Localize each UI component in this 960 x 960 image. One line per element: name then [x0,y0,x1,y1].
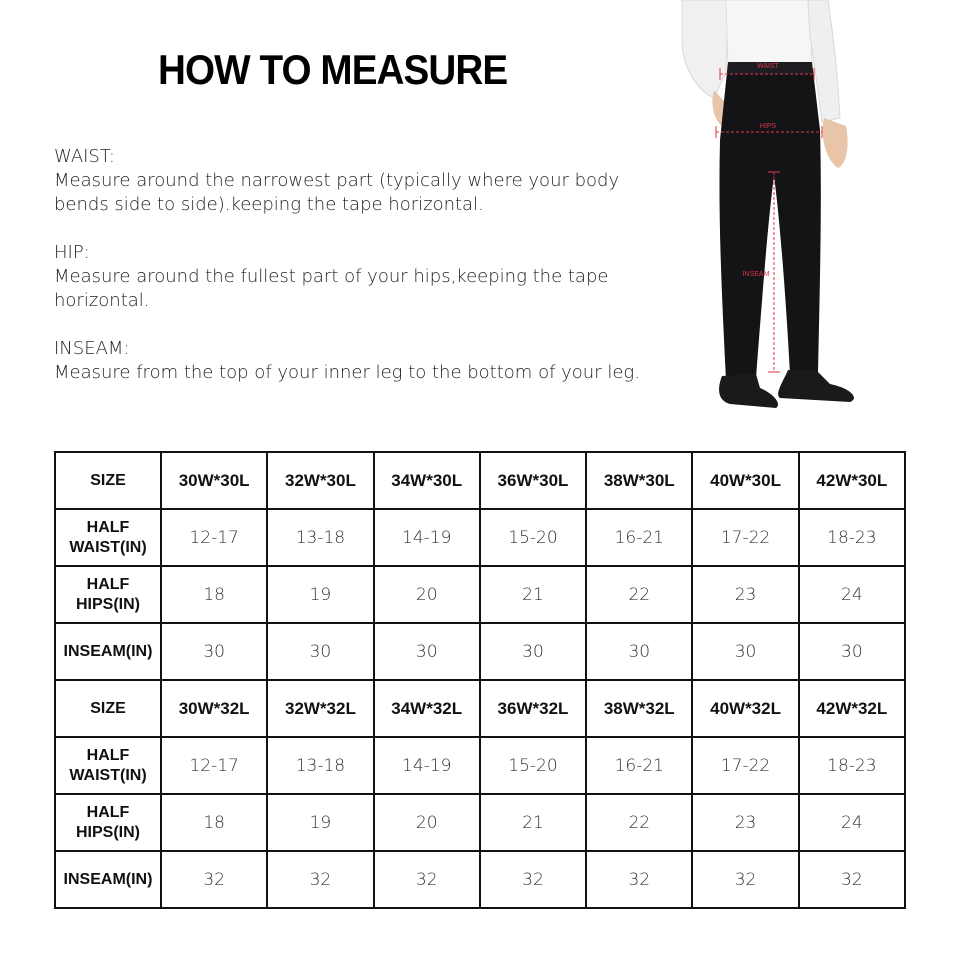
inseam-text-line-1: Measure from the top of your inner leg to the bottom of your leg. [54,362,640,383]
table-cell: 13-18 [267,509,373,566]
hips-figure-label: HIPS [759,123,777,130]
table-cell: 15-20 [480,737,586,794]
hip-text-line-2: horizontal. [54,290,150,311]
half-hips-row-32l [55,794,905,851]
table-cell: 16-21 [586,737,692,794]
size-row-label: SIZE [55,452,161,509]
table-cell: 32 [692,851,798,908]
table-cell: 22 [586,566,692,623]
size-cell: 32W*30L [267,452,373,509]
waist-figure-label: WAIST [757,63,779,70]
table-cell: 15-20 [480,509,586,566]
table-cell: 30 [480,623,586,680]
table-cell: 19 [267,794,373,851]
size-row-32l [55,680,905,737]
half-waist-label-line-2: WAIST(IN) [69,766,147,784]
half-waist-label-line-1: HALF [86,746,130,764]
size-chart-table [54,451,906,909]
page-title: HOW TO MEASURE [158,46,508,93]
half-hips-label-line-2: HIPS(IN) [76,823,140,841]
table-cell: 18-23 [799,737,905,794]
waist-label: WAIST: [54,146,115,167]
half-waist-row-32l [55,737,905,794]
table-cell: 30 [799,623,905,680]
table-cell: 17-22 [692,509,798,566]
table-cell: 24 [799,794,905,851]
table-cell: 30 [267,623,373,680]
table-cell: 14-19 [374,737,480,794]
size-cell: 38W*32L [586,680,692,737]
size-cell: 38W*30L [586,452,692,509]
waist-text-line-2: bends side to side).keeping the tape horizontal. [54,194,484,215]
table-cell: 21 [480,566,586,623]
model-figure [670,0,870,412]
size-row-30l [55,452,905,509]
waist-instruction [54,145,674,217]
table-cell: 23 [692,566,798,623]
size-cell: 42W*32L [799,680,905,737]
table-cell: 17-22 [692,737,798,794]
pants [719,62,820,380]
size-cell: 36W*32L [480,680,586,737]
size-cell: 34W*30L [374,452,480,509]
table-cell: 23 [692,794,798,851]
right-hand [823,118,848,168]
table-cell: 18-23 [799,509,905,566]
inseam-instruction [54,337,674,385]
table-cell: 13-18 [267,737,373,794]
size-cell: 32W*32L [267,680,373,737]
table-cell: 30 [692,623,798,680]
table-cell: 24 [799,566,905,623]
size-cell: 34W*32L [374,680,480,737]
half-hips-label-line-2: HIPS(IN) [76,595,140,613]
table-cell: 18 [161,794,267,851]
size-cell: 40W*32L [692,680,798,737]
table-cell: 22 [586,794,692,851]
inseam-row-32l [55,851,905,908]
table-cell: 32 [586,851,692,908]
table-cell: 19 [267,566,373,623]
table-cell: 32 [267,851,373,908]
size-row-label: SIZE [55,680,161,737]
inseam-label: INSEAM: [54,338,130,359]
half-waist-row-30l [55,509,905,566]
half-hips-row-label [55,794,161,851]
table-cell: 32 [480,851,586,908]
table-cell: 18 [161,566,267,623]
half-waist-row-label [55,737,161,794]
table-cell: 30 [374,623,480,680]
inseam-row-label: INSEAM(IN) [55,851,161,908]
half-waist-label-line-1: HALF [86,518,130,536]
shirt [682,0,728,98]
half-hips-row-30l [55,566,905,623]
size-cell: 30W*32L [161,680,267,737]
table-cell: 14-19 [374,509,480,566]
size-cell: 42W*30L [799,452,905,509]
table-cell: 30 [586,623,692,680]
hip-label: HIP: [54,242,90,263]
hip-text-line-1: Measure around the fullest part of your hips,keeping the tape [54,266,609,287]
table-cell: 21 [480,794,586,851]
size-cell: 40W*30L [692,452,798,509]
shirt-torso [726,0,812,68]
inseam-row-label: INSEAM(IN) [55,623,161,680]
hip-instruction [54,241,674,313]
half-hips-label-line-1: HALF [86,803,130,821]
table-cell: 20 [374,794,480,851]
inseam-figure-label: INSEAM [742,271,770,278]
table-cell: 32 [374,851,480,908]
table-cell: 12-17 [161,737,267,794]
size-cell: 36W*30L [480,452,586,509]
half-waist-row-label [55,509,161,566]
half-waist-label-line-2: WAIST(IN) [69,538,147,556]
size-cell: 30W*30L [161,452,267,509]
waist-text-line-1: Measure around the narrowest part (typically where your body [54,170,620,191]
half-hips-label-line-1: HALF [86,575,130,593]
table-cell: 20 [374,566,480,623]
table-cell: 32 [161,851,267,908]
inseam-row-30l [55,623,905,680]
table-cell: 32 [799,851,905,908]
table-cell: 30 [161,623,267,680]
measurement-instructions [54,145,674,409]
table-cell: 12-17 [161,509,267,566]
half-hips-row-label [55,566,161,623]
left-shoe [719,374,778,408]
table-cell: 16-21 [586,509,692,566]
right-shoe [778,370,854,402]
